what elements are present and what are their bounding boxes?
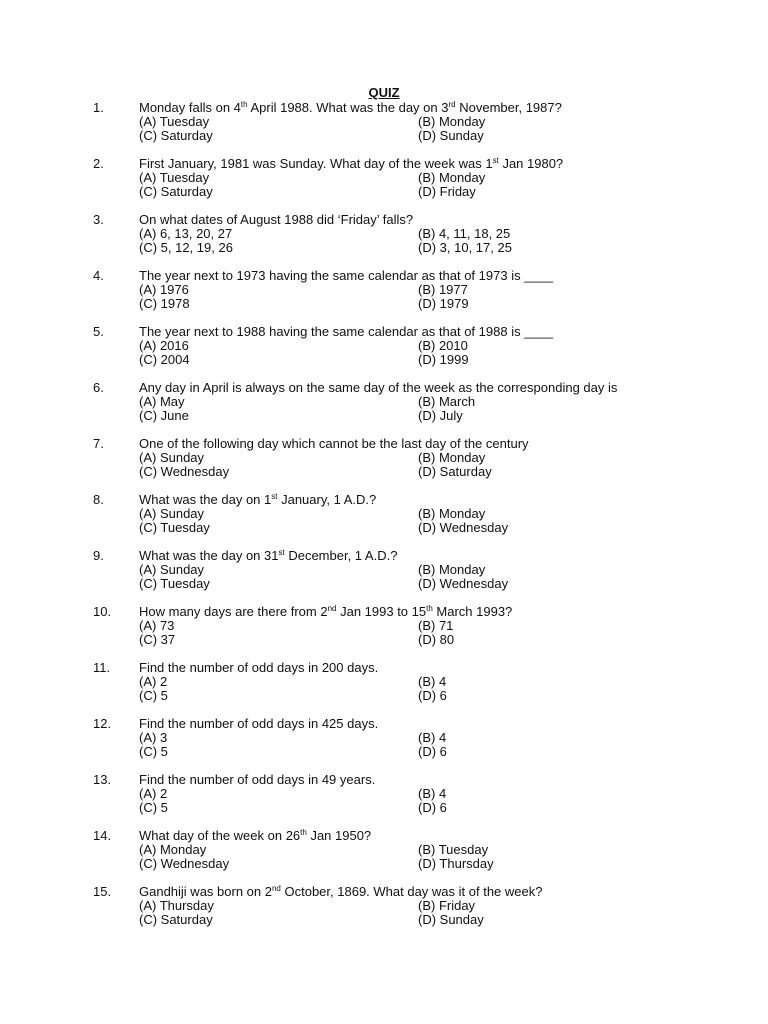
question-number: 4. — [93, 268, 104, 283]
ordinal-suffix: st — [271, 492, 278, 501]
question-list — [0, 100, 768, 940]
question-number: 11. — [93, 660, 111, 675]
question-text-segment: October, 1869. What day was it of the week? — [280, 884, 543, 899]
option-a: (A) 3 — [139, 730, 168, 745]
option-a: (A) 2 — [139, 674, 168, 689]
question-number: 6. — [93, 380, 104, 395]
question-text — [139, 157, 563, 171]
question-text-segment: January, 1 A.D.? — [277, 492, 377, 507]
ordinal-suffix: th — [240, 100, 248, 109]
question-text — [139, 717, 378, 731]
question-text — [139, 773, 375, 787]
question-text-segment: April 1988. What was the day on 3 — [247, 100, 449, 115]
option-b: (B) Monday — [418, 170, 486, 185]
question-text-segment: March 1993? — [432, 604, 513, 619]
question-item — [0, 604, 768, 660]
question-number: 2. — [93, 156, 104, 171]
option-a: (A) Sunday — [139, 506, 205, 521]
ordinal-suffix: st — [492, 156, 499, 165]
question-text — [139, 381, 617, 395]
option-c: (C) 37 — [139, 632, 176, 647]
option-a: (A) Monday — [139, 842, 207, 857]
option-c: (C) 5 — [139, 688, 168, 703]
option-b: (B) 4, 11, 18, 25 — [418, 226, 511, 241]
option-c: (C) 5, 12, 19, 26 — [139, 240, 233, 255]
option-d: (D) Saturday — [418, 464, 492, 479]
question-text-segment: First January, 1981 was Sunday. What day of the week was 1 — [139, 156, 493, 171]
question-text-segment: The year next to 1988 having the same calendar as that of 1988 is ____ — [139, 324, 554, 339]
option-a: (A) Sunday — [139, 562, 205, 577]
option-b: (B) 2010 — [418, 338, 468, 353]
question-number: 3. — [93, 212, 104, 227]
question-text-segment: Find the number of odd days in 49 years. — [139, 772, 376, 787]
question-number: 5. — [93, 324, 104, 339]
question-item — [0, 212, 768, 268]
option-d: (D) Sunday — [418, 912, 484, 927]
question-number: 12. — [93, 716, 112, 731]
question-text-segment: Find the number of odd days in 425 days. — [139, 716, 379, 731]
question-text-segment: Gandhiji was born on 2 — [139, 884, 272, 899]
option-b: (B) Monday — [418, 450, 486, 465]
question-number: 9. — [93, 548, 104, 563]
question-item — [0, 772, 768, 828]
option-c: (C) June — [139, 408, 189, 423]
question-text — [139, 213, 413, 227]
question-item — [0, 548, 768, 604]
option-c: (C) Tuesday — [139, 576, 210, 591]
option-a: (A) Tuesday — [139, 114, 210, 129]
option-d: (D) 3, 10, 17, 25 — [418, 240, 512, 255]
option-b: (B) Monday — [418, 506, 486, 521]
question-item — [0, 660, 768, 716]
option-c: (C) Saturday — [139, 128, 213, 143]
option-c: (C) 5 — [139, 800, 168, 815]
question-text-segment: Jan 1980? — [498, 156, 564, 171]
question-number: 14. — [93, 828, 112, 843]
ordinal-suffix: nd — [327, 604, 337, 613]
question-text-segment: On what dates of August 1988 did ‘Friday’ falls? — [139, 212, 414, 227]
question-item — [0, 884, 768, 940]
question-item — [0, 380, 768, 436]
option-d: (D) 6 — [418, 688, 447, 703]
question-text-segment: Jan 1993 to 15 — [336, 604, 427, 619]
question-text — [139, 101, 562, 115]
option-d: (D) 80 — [418, 632, 455, 647]
option-a: (A) Thursday — [139, 898, 214, 913]
option-d: (D) Sunday — [418, 128, 484, 143]
option-a: (A) Tuesday — [139, 170, 210, 185]
option-d: (D) 6 — [418, 744, 447, 759]
question-text — [139, 269, 553, 283]
question-text-segment: Any day in April is always on the same day of the week as the corresponding day is — [139, 380, 618, 395]
question-text — [139, 829, 371, 843]
option-d: (D) Friday — [418, 184, 476, 199]
question-item — [0, 324, 768, 380]
question-text — [139, 437, 529, 451]
question-text — [139, 549, 397, 563]
question-text — [139, 605, 512, 619]
option-b: (B) Monday — [418, 114, 486, 129]
option-a: (A) 2016 — [139, 338, 189, 353]
question-number: 8. — [93, 492, 104, 507]
question-text — [139, 885, 542, 899]
ordinal-suffix: rd — [448, 100, 456, 109]
question-item — [0, 828, 768, 884]
page-title: QUIZ — [368, 85, 400, 100]
question-text-segment: What day of the week on 26 — [139, 828, 301, 843]
option-d: (D) Wednesday — [418, 576, 509, 591]
question-item — [0, 268, 768, 324]
option-a: (A) 1976 — [139, 282, 189, 297]
ordinal-suffix: st — [278, 548, 285, 557]
question-text — [139, 493, 376, 507]
option-c: (C) 5 — [139, 744, 168, 759]
question-number: 13. — [93, 772, 112, 787]
ordinal-suffix: th — [300, 828, 307, 837]
question-number: 7. — [93, 436, 104, 451]
question-item — [0, 100, 768, 156]
question-text-segment: November, 1987? — [455, 100, 562, 115]
option-c: (C) Wednesday — [139, 464, 230, 479]
option-b: (B) Monday — [418, 562, 486, 577]
question-item — [0, 492, 768, 548]
option-d: (D) 1979 — [418, 296, 469, 311]
option-c: (C) 1978 — [139, 296, 190, 311]
question-item — [0, 716, 768, 772]
option-c: (C) Saturday — [139, 912, 213, 927]
question-number: 10. — [93, 604, 112, 619]
option-b: (B) 4 — [418, 730, 447, 745]
option-b: (B) 71 — [418, 618, 454, 633]
option-a: (A) 73 — [139, 618, 175, 633]
option-d: (D) 6 — [418, 800, 447, 815]
option-c: (C) Saturday — [139, 184, 213, 199]
question-text-segment: What was the day on 1 — [139, 492, 272, 507]
question-text-segment: How many days are there from 2 — [139, 604, 328, 619]
option-c: (C) Wednesday — [139, 856, 230, 871]
question-text-segment: What was the day on 31 — [139, 548, 279, 563]
option-a: (A) May — [139, 394, 185, 409]
question-text-segment: Find the number of odd days in 200 days. — [139, 660, 379, 675]
option-b: (B) 4 — [418, 786, 447, 801]
question-text-segment: One of the following day which cannot be the last day of the century — [139, 436, 529, 451]
question-number: 15. — [93, 884, 112, 899]
question-text — [139, 325, 553, 339]
question-text-segment: The year next to 1973 having the same calendar as that of 1973 is ____ — [139, 268, 554, 283]
question-number: 1. — [93, 100, 104, 115]
question-text-segment: Monday falls on 4 — [139, 100, 241, 115]
option-d: (D) Wednesday — [418, 520, 509, 535]
question-text-segment: Jan 1950? — [306, 828, 372, 843]
question-item — [0, 156, 768, 212]
option-a: (A) 2 — [139, 786, 168, 801]
option-d: (D) 1999 — [418, 352, 469, 367]
ordinal-suffix: th — [426, 604, 433, 613]
option-b: (B) March — [418, 394, 476, 409]
option-c: (C) 2004 — [139, 352, 190, 367]
option-b: (B) 4 — [418, 674, 447, 689]
option-d: (D) Thursday — [418, 856, 494, 871]
option-b: (B) Friday — [418, 898, 476, 913]
option-a: (A) 6, 13, 20, 27 — [139, 226, 233, 241]
option-a: (A) Sunday — [139, 450, 205, 465]
option-b: (B) Tuesday — [418, 842, 489, 857]
ordinal-suffix: nd — [271, 884, 281, 893]
question-text-segment: December, 1 A.D.? — [284, 548, 398, 563]
question-item — [0, 436, 768, 492]
option-c: (C) Tuesday — [139, 520, 210, 535]
option-d: (D) July — [418, 408, 463, 423]
question-text — [139, 661, 378, 675]
option-b: (B) 1977 — [418, 282, 468, 297]
